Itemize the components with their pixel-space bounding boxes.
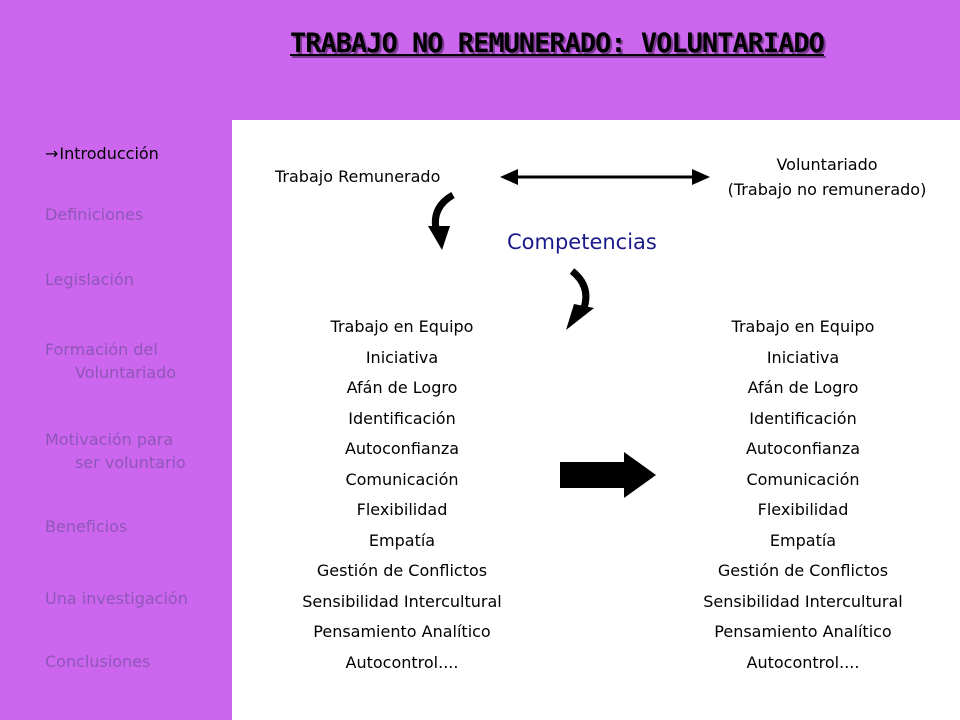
list-item: Autocontrol.... [746, 652, 860, 672]
voluntariado-line2: (Trabajo no remunerado) [727, 180, 927, 199]
nav-item-introduccion[interactable]: →Introducción [45, 144, 159, 163]
left-competencias-list [252, 312, 552, 678]
list-item: Empatía [769, 530, 837, 550]
list-item: Autocontrol.... [345, 652, 459, 672]
nav-item-beneficios[interactable]: Beneficios [45, 517, 128, 536]
block-arrow-right-icon [560, 452, 656, 498]
voluntariado-label [700, 152, 954, 202]
list-item: Empatía [368, 530, 436, 550]
list-item: Gestión de Conflictos [316, 561, 488, 580]
list-item: Iniciativa [766, 347, 840, 367]
list-item: Trabajo en Equipo [731, 317, 875, 336]
arrow-right-icon: → [45, 144, 59, 163]
list-item: Trabajo en Equipo [330, 317, 474, 336]
list-item: Autoconfianza [745, 439, 861, 458]
curved-arrow-icon [558, 268, 594, 334]
list-item: Comunicación [345, 469, 459, 489]
right-competencias-list [653, 312, 953, 678]
list-item: Iniciativa [365, 347, 439, 367]
slide-title: TRABAJO NO REMUNERADO: VOLUNTARIADO [290, 28, 824, 59]
list-item: Flexibilidad [757, 500, 849, 519]
list-item: Sensibilidad Intercultural [703, 591, 903, 611]
list-item: Afán de Logro [747, 378, 859, 397]
list-item: Identificación [348, 408, 456, 428]
list-item: Autoconfianza [344, 439, 460, 458]
curved-arrow-icon [428, 192, 464, 256]
trabajo-remunerado-label: Trabajo Remunerado [275, 167, 441, 186]
competencias-label: Competencias [507, 230, 657, 254]
list-item: Gestión de Conflictos [717, 561, 889, 580]
list-item: Afán de Logro [346, 378, 458, 397]
list-item: Pensamiento Analítico [714, 622, 892, 641]
nav-item-investigacion[interactable]: Una investigación [45, 589, 188, 608]
list-item: Pensamiento Analítico [313, 622, 491, 641]
list-item: Sensibilidad Intercultural [302, 591, 502, 611]
nav-item-definiciones[interactable]: Definiciones [45, 205, 144, 224]
voluntariado-line1: Voluntariado [776, 155, 878, 174]
nav-item-conclusiones[interactable]: Conclusiones [45, 652, 151, 671]
double-headed-arrow-icon [500, 166, 710, 190]
list-item: Comunicación [746, 469, 860, 489]
list-item: Identificación [749, 408, 857, 428]
nav-item-formacion[interactable]: Formación del Voluntariado [45, 340, 177, 382]
nav-item-motivacion[interactable]: Motivación para ser voluntario [45, 430, 186, 472]
nav-item-legislacion[interactable]: Legislación [45, 270, 134, 289]
list-item: Flexibilidad [356, 500, 448, 519]
